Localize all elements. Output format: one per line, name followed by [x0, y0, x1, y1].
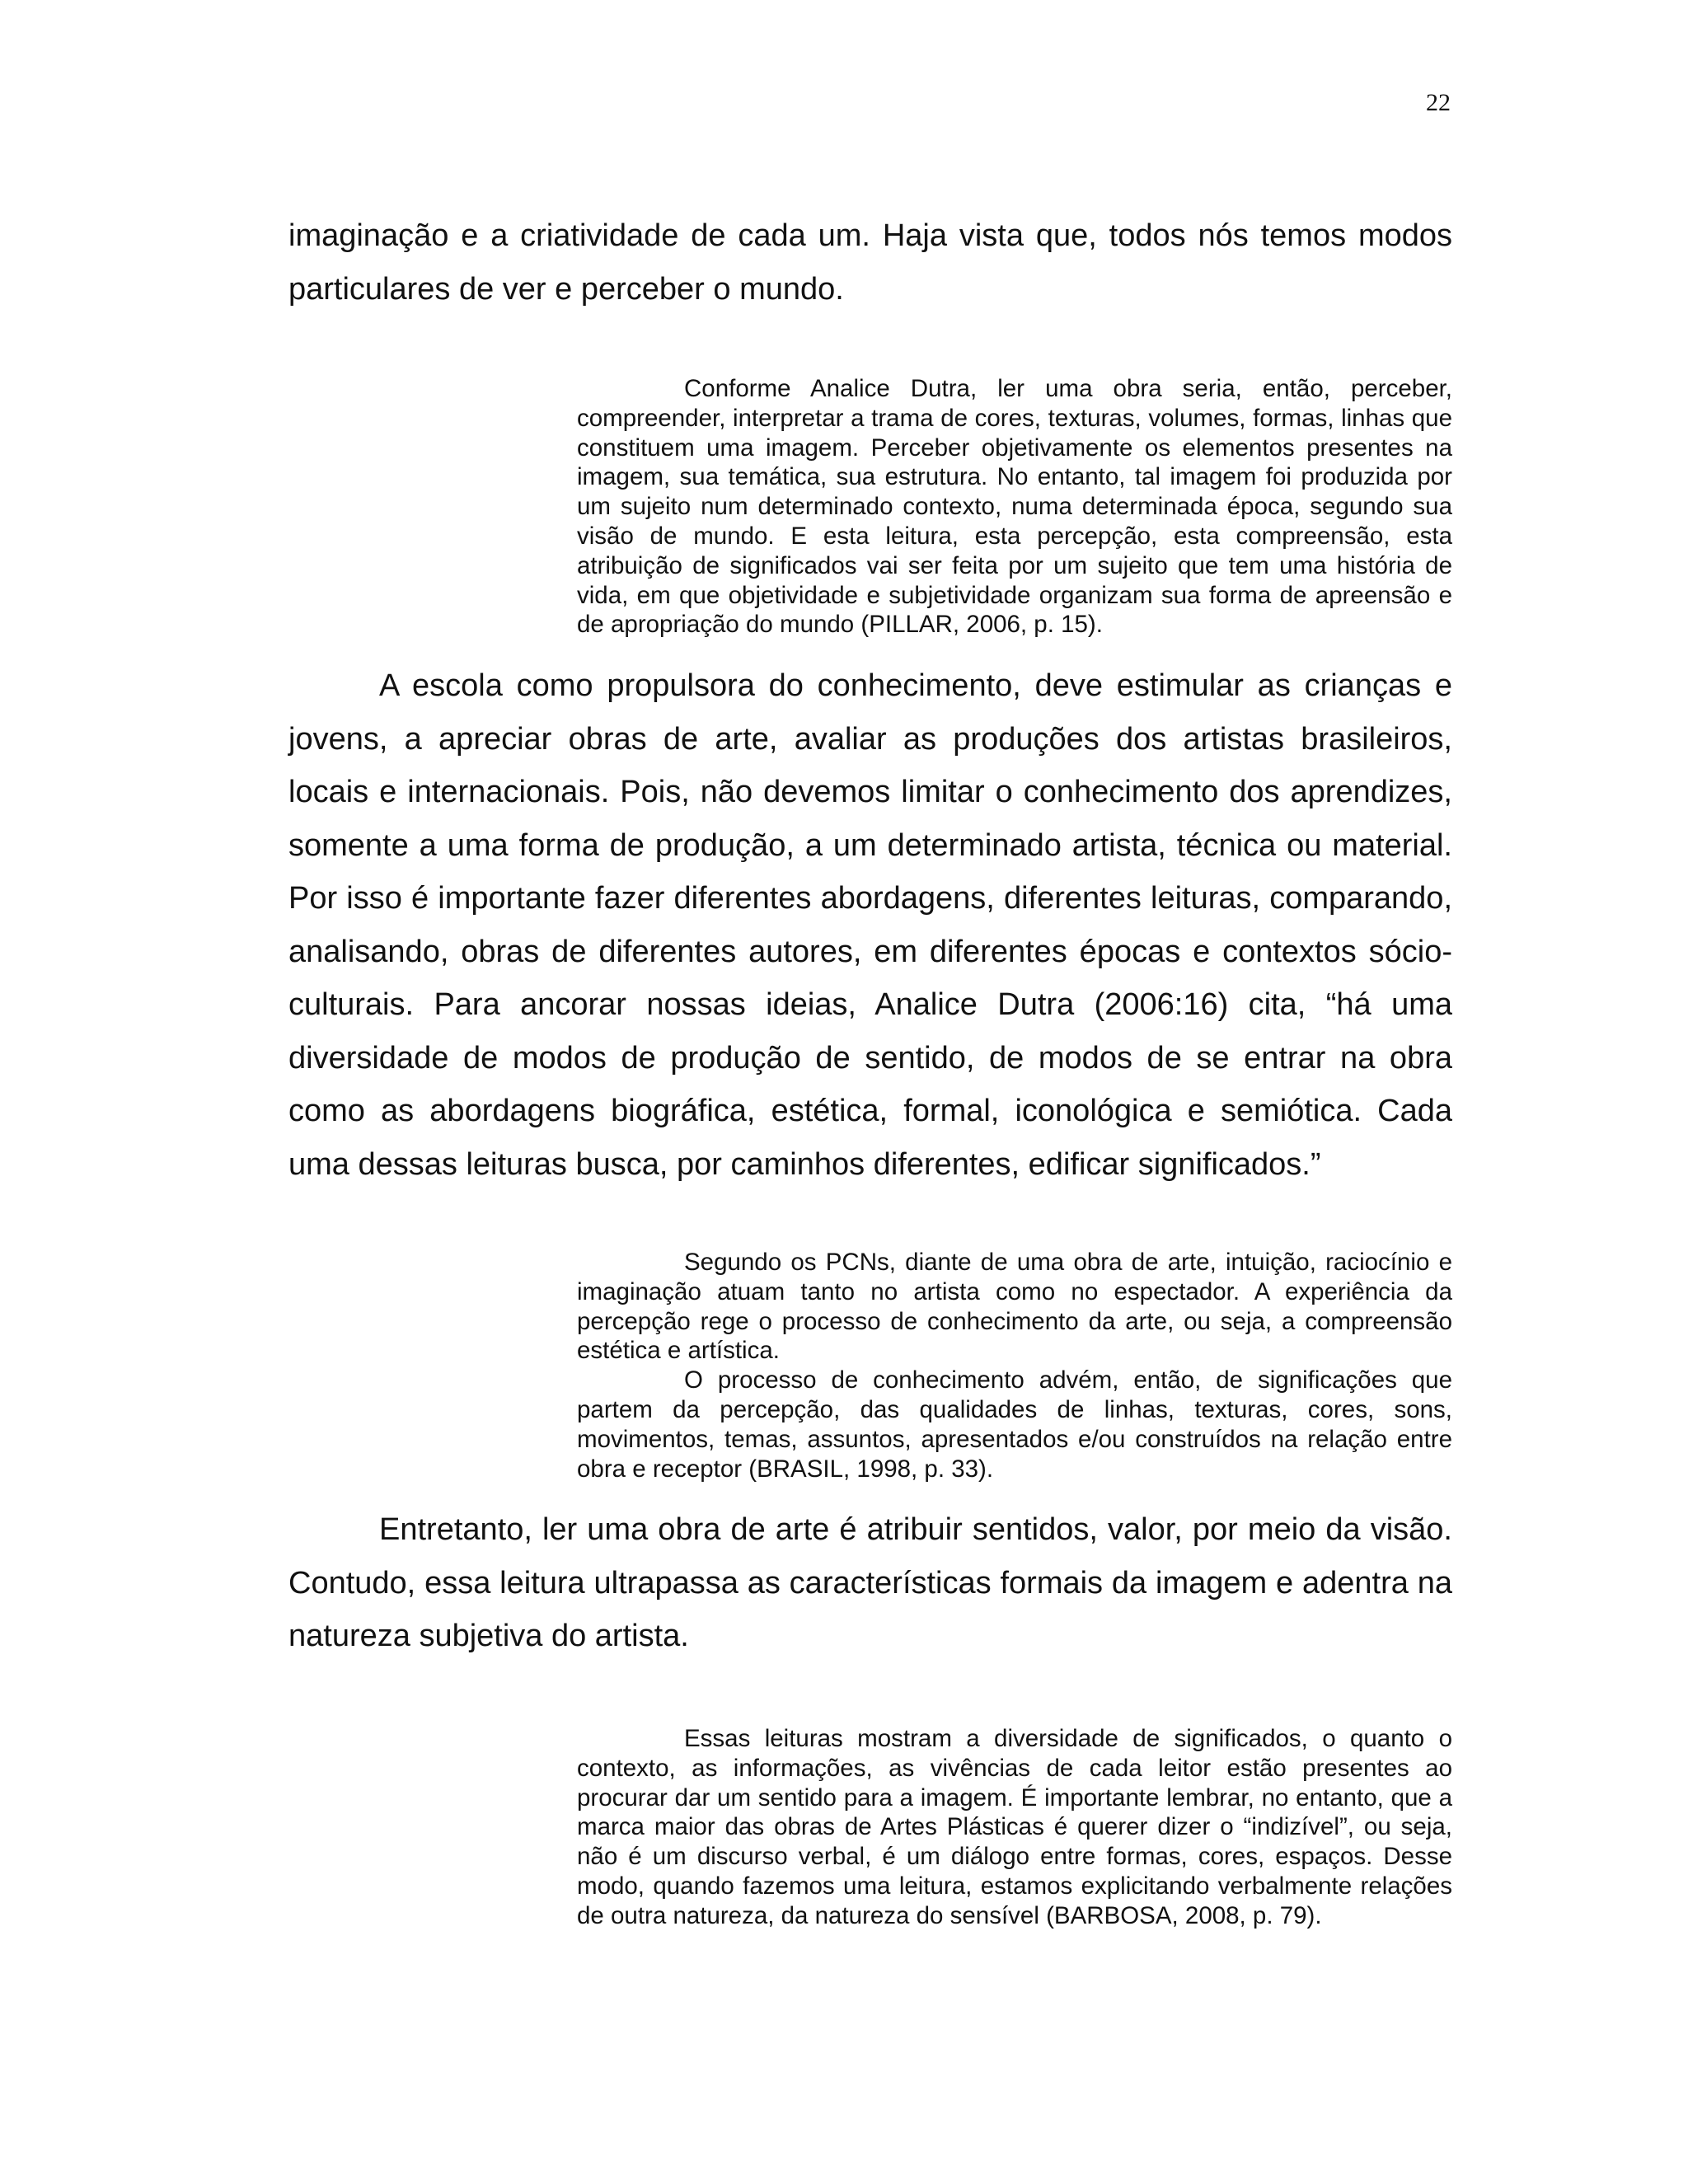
- block-quote: [577, 374, 1452, 640]
- block-quote-text: Essas leituras mostram a diversidade de significados, o quanto o contexto, as informações, as vivências de cada leitor estão presentes ao procurar dar um sentido para a imagem. É importante lembrar, no entanto, que a marca maior das obras de Artes Plásticas é querer dizer o “indizível”, ou seja, não é um discurso verbal, é um diálogo entre formas, cores, espaços. Desse modo, quando fazemos uma leitura, estamos explicitando verbalmente relações de outra natureza, da natureza do sensível (BARBOSA, 2008, p. 79).: [577, 1725, 1452, 1929]
- body-paragraph: imaginação e a criatividade de cada um. Haja vista que, todos nós temos modos particulares de ver e perceber o mundo.: [288, 218, 1452, 307]
- page-number: 22: [1426, 89, 1451, 116]
- block-quote-text: O processo de conhecimento advém, então, de significações que partem da percepção, das qualidades de linhas, texturas, cores, sons, movimentos, temas, assuntos, apresentados e/ou construídos na relação entre obra e receptor (BRASIL, 1998, p. 33).: [577, 1366, 1452, 1483]
- block-quote: [577, 1248, 1452, 1483]
- block-quote-text: Conforme Analice Dutra, ler uma obra seria, então, perceber, compreender, interpretar a trama de cores, texturas, volumes, formas, linhas que constituem uma imagem. Perceber objetivamente os elementos presentes na imagem, sua temática, sua estrutura. No entanto, tal imagem foi produzida por um sujeito num determinado contexto, numa determinada época, segundo sua visão de mundo. E esta leitura, esta percepção, esta compreensão, esta atribuição de significados vai ser feita por um sujeito que tem uma história de vida, em que objetividade e subjetividade organizam sua forma de apreensão e de apropriação do mundo (PILLAR, 2006, p. 15).: [577, 375, 1452, 639]
- body-paragraph: A escola como propulsora do conhecimento, deve estimular as crianças e jovens, a apreciar obras de arte, avaliar as produções dos artistas brasileiros, locais e internacionais. Pois, não devemos limitar o conhecimento dos aprendizes, somente a uma forma de produção, a um determinado artista, técnica ou material. Por isso é importante fazer diferentes abordagens, diferentes leituras, comparando, analisando, obras de diferentes autores, em diferentes épocas e contextos sócio-culturais. Para ancorar nossas ideias, Analice Dutra (2006:16) cita, “há uma diversidade de modos de produção de sentido, de modos de se entrar na obra como as abordagens biográfica, estética, formal, iconológica e semiótica. Cada uma dessas leituras busca, por caminhos diferentes, edificar significados.”: [288, 668, 1452, 1182]
- block-quote: [577, 1724, 1452, 1931]
- body-paragraph: Entretanto, ler uma obra de arte é atribuir sentidos, valor, por meio da visão. Contudo, essa leitura ultrapassa as características formais da imagem e adentra na natureza subjetiva do artista.: [288, 1512, 1452, 1653]
- block-quote-text: Segundo os PCNs, diante de uma obra de arte, intuição, raciocínio e imaginação atuam tanto no artista como no espectador. A experiência da percepção rege o processo de conhecimento da arte, ou seja, a compreensão estética e artística.: [577, 1249, 1452, 1365]
